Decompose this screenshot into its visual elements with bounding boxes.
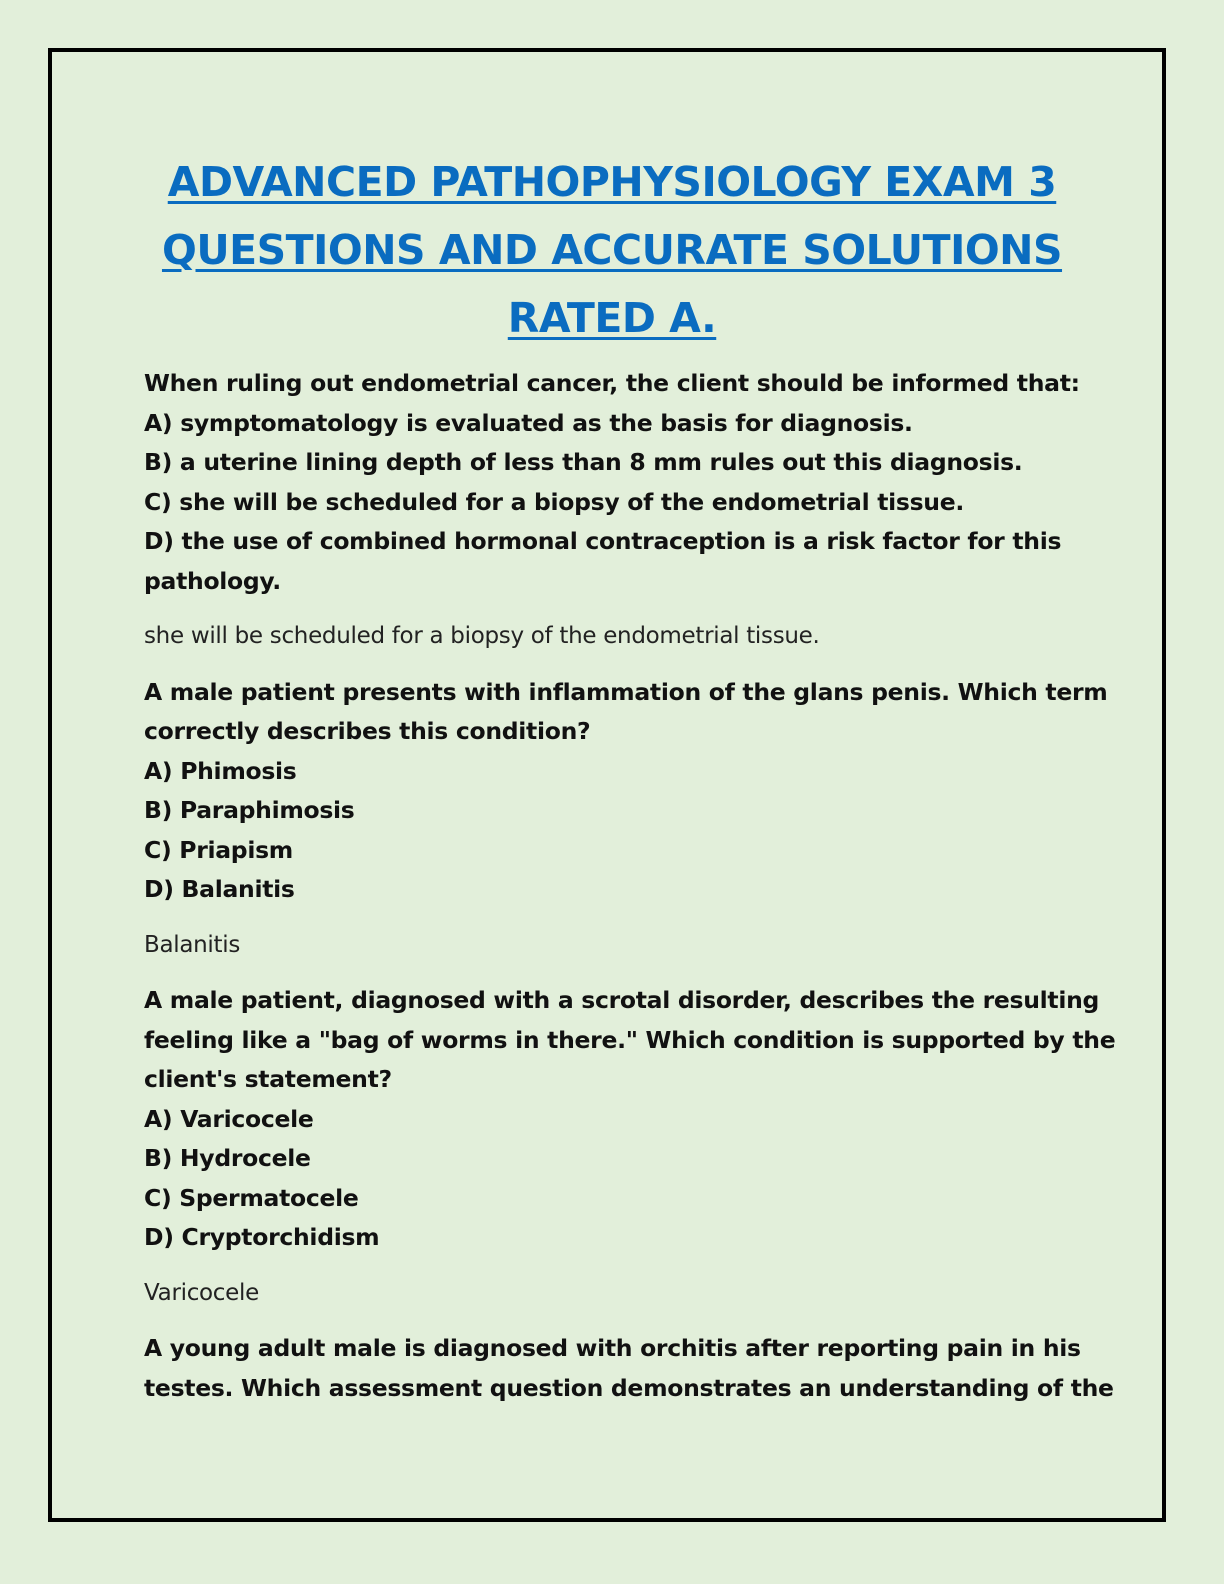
answer-option: A) Phimosis [144,756,297,785]
answer-option: B) Hydrocele [144,1144,311,1172]
question-stem: feeling like a "bag of worms in there." Which condition is supported by the [144,1025,1116,1054]
title-line: ADVANCED PATHOPHYSIOLOGY EXAM 3 [167,158,1057,206]
answer-option: D) Balanitis [144,875,295,903]
title-line: QUESTIONS AND ACCURATE SOLUTIONS [161,226,1063,274]
question-stem: client's statement? [144,1065,392,1093]
answer-option: C) Spermatocele [144,1183,359,1212]
document-content [144,364,1116,1408]
answer-2: Balanitis [144,931,241,958]
question-stem: A male patient presents with inflammation of the glans penis. Which term [144,677,1108,706]
answer-option: C) Priapism [144,835,293,864]
question-1 [144,364,1080,601]
question-3 [144,981,1116,1258]
question-4 [144,1329,1114,1408]
question-2 [144,673,1108,910]
answer-1: she will be scheduled for a biopsy of the endometrial tissue. [144,623,820,649]
question-stem: When ruling out endometrial cancer, the client should be informed that: [144,369,1080,397]
question-stem: A young adult male is diagnosed with orchitis after reporting pain in his [144,1334,1081,1362]
title-line: RATED A. [507,294,717,342]
answer-3: Varicocele [144,1279,259,1306]
answer-option: A) symptomatology is evaluated as the basis for diagnosis. [144,408,913,437]
answer-option: B) a uterine lining depth of less than 8 mm rules out this diagnosis. [144,448,1023,476]
question-stem: testes. Which assessment question demonstrates an understanding of the [144,1373,1114,1402]
answer-option: C) she will be scheduled for a biopsy of the endometrial tissue. [144,487,964,516]
answer-option: D) the use of combined hormonal contraception is a risk factor for this [144,527,1062,555]
answer-option: A) Varicocele [144,1104,314,1133]
answer-option-continued: pathology. [144,566,281,595]
answer-option: D) Cryptorchidism [144,1223,380,1251]
document-title [140,148,1084,352]
answer-option: B) Paraphimosis [144,796,355,824]
question-stem: correctly describes this condition? [144,717,591,745]
question-stem: A male patient, diagnosed with a scrotal disorder, describes the resulting [144,986,1100,1014]
